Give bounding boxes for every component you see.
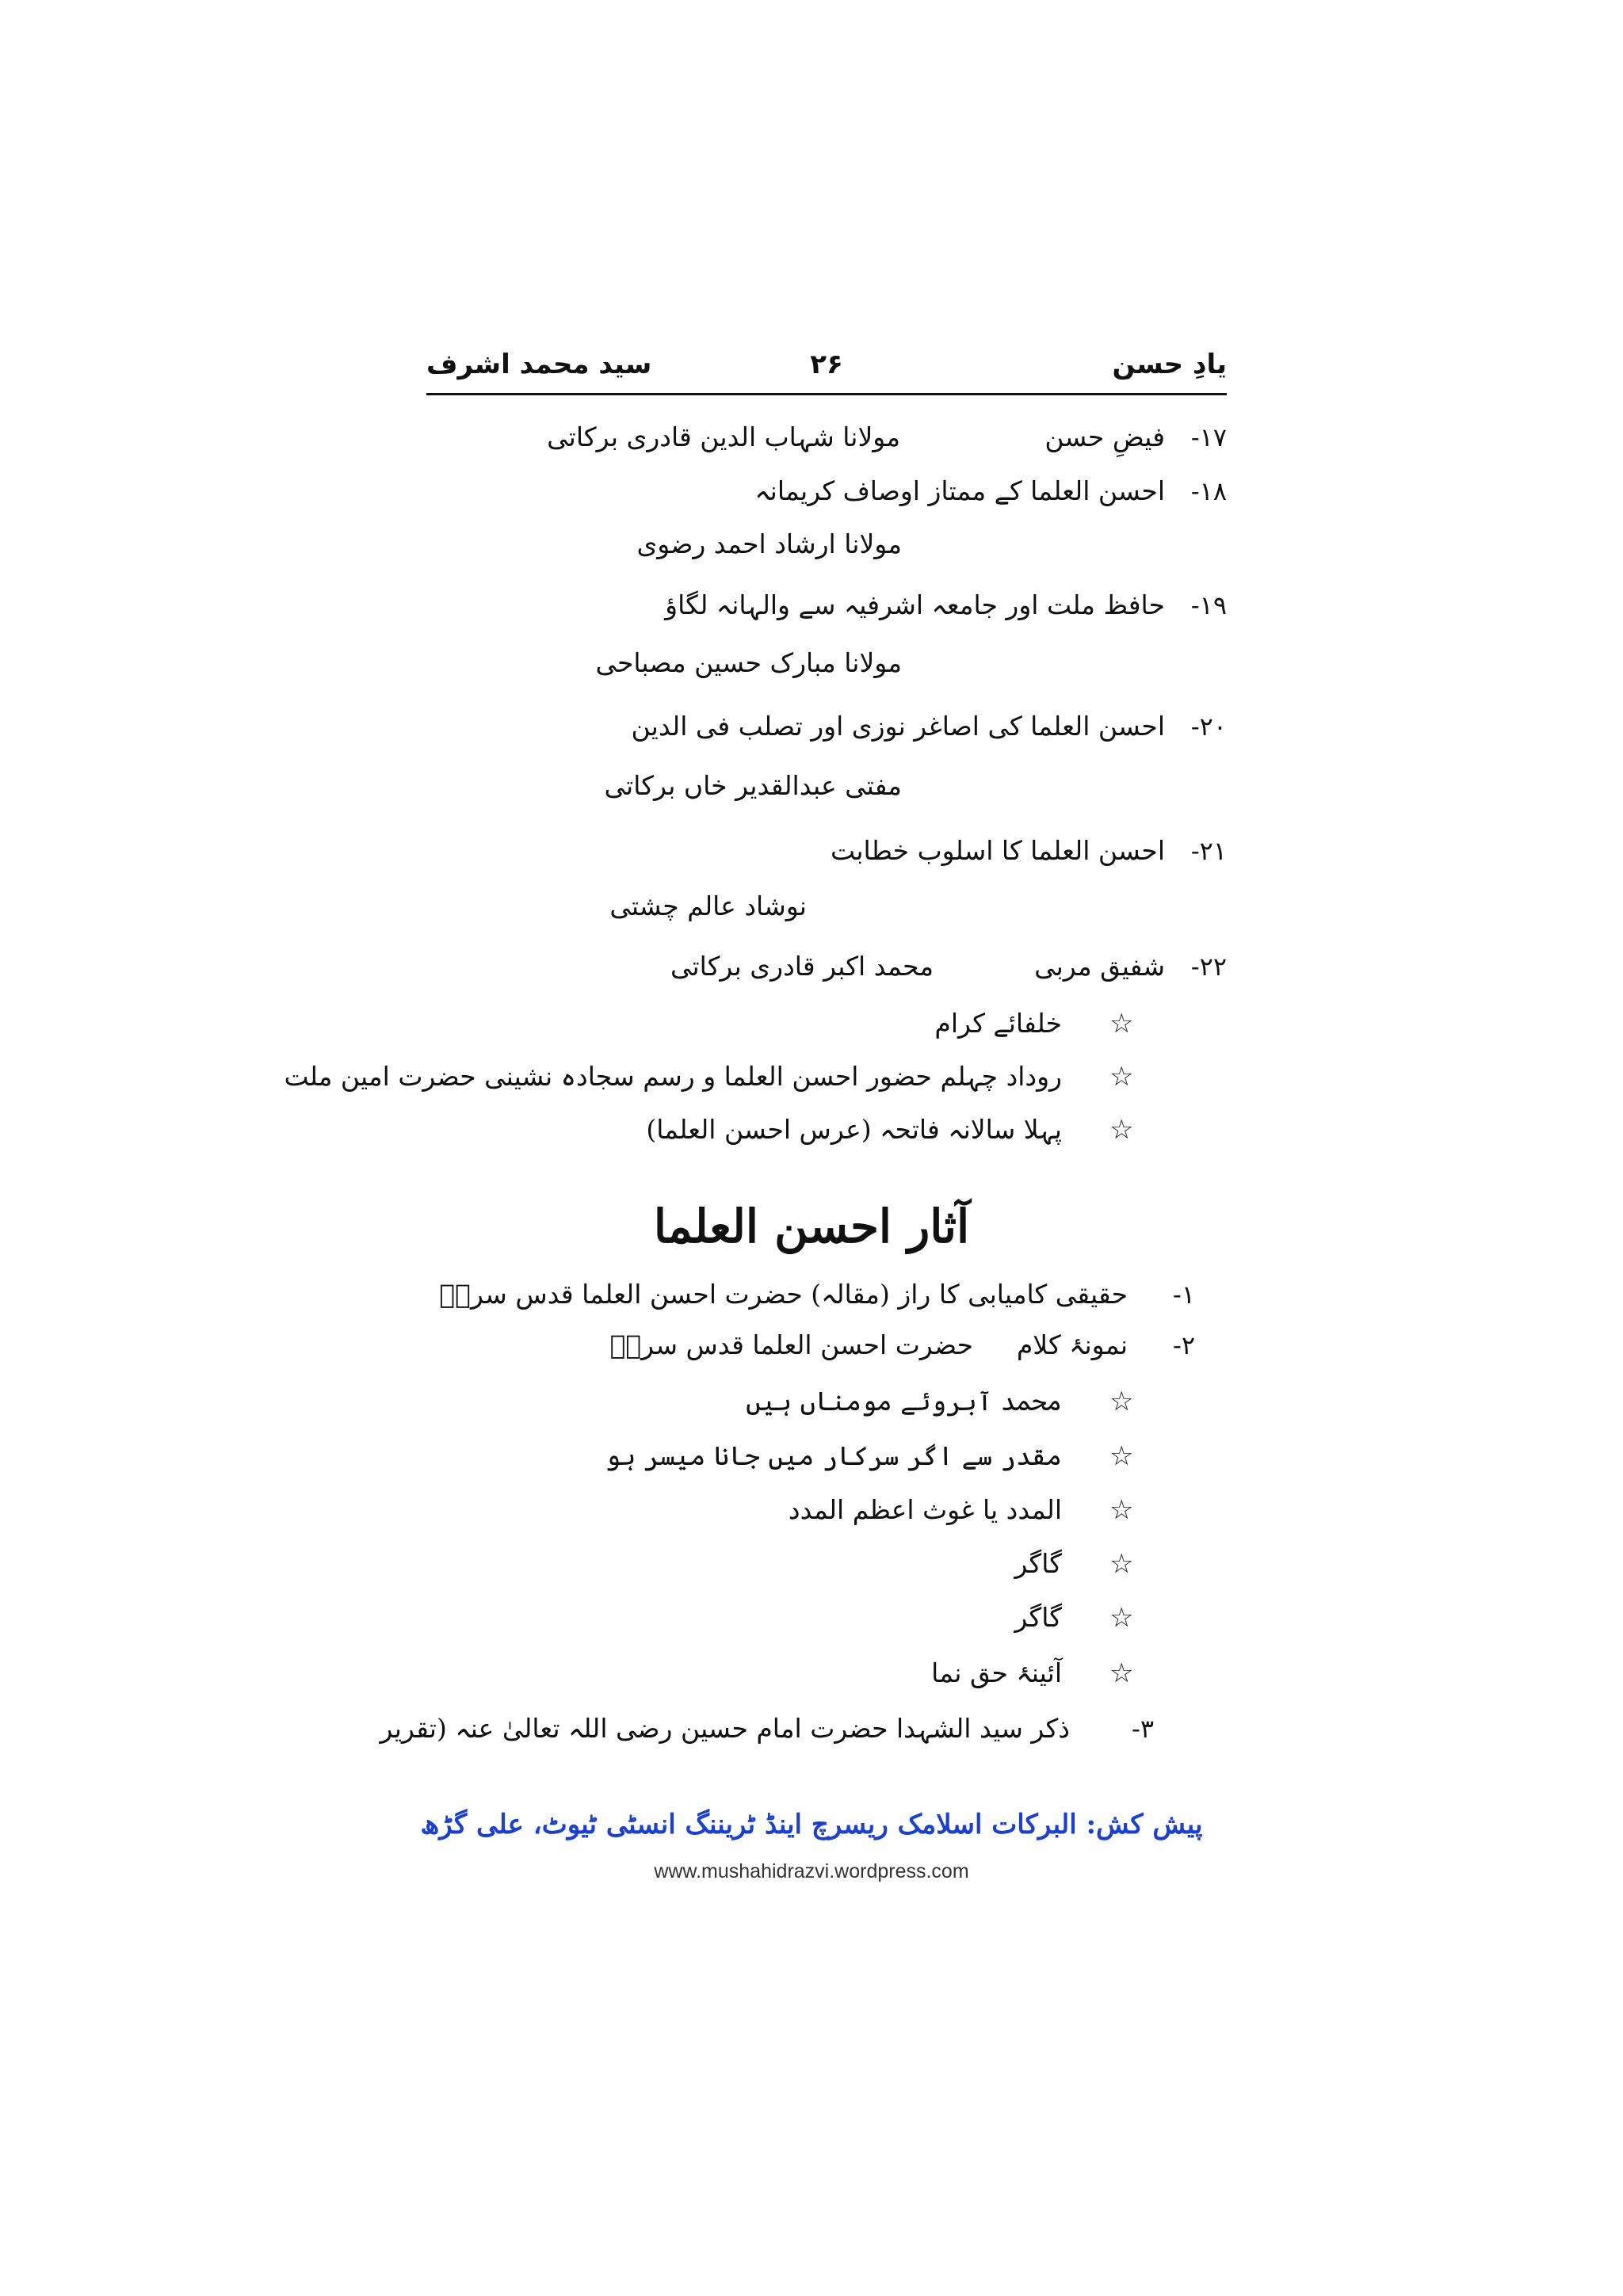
list-item: مقدر سے اگر سرکار میں جانا میسر ہو: [605, 1440, 1062, 1471]
list-item: روداد چہلم حضور احسن العلما و رسم سجادہ نشینی حضرت امین ملت: [284, 1061, 1062, 1092]
item-title: احسن العلما کے ممتاز اوصاف کریمانہ: [754, 475, 1165, 506]
star-bullet-icon: ☆: [1109, 1548, 1134, 1580]
item-title: ذکر سید الشہدا حضرت امام حسین رضی اللہ تعالیٰ عنہ (تقریر: [380, 1713, 1070, 1744]
item-author: مولانا مبارک حسین مصباحی: [595, 647, 902, 678]
item-number: ۲۰-: [1190, 711, 1227, 742]
item-author: مولانا ارشاد احمد رضوی: [636, 528, 902, 559]
list-item: گاگر: [1014, 1602, 1062, 1633]
page-header: [426, 349, 1227, 395]
item-title: حقیقی کامیابی کا راز (مقالہ) حضرت احسن العلما قدس سرہٗ: [439, 1279, 1128, 1310]
item-number: ۲-: [1173, 1330, 1195, 1360]
list-item: پہلا سالانہ فاتحہ (عرس احسن العلما): [646, 1114, 1062, 1145]
item-title: نمونۂ کلام: [1016, 1329, 1128, 1360]
item-number: ۳-: [1132, 1714, 1154, 1744]
item-author: مولانا شہاب الدین قادری برکاتی: [547, 421, 900, 452]
item-number: ۲۲-: [1190, 952, 1227, 982]
star-bullet-icon: ☆: [1109, 1061, 1134, 1093]
star-bullet-icon: ☆: [1109, 1657, 1134, 1689]
publisher-credit: پیش کش: البرکات اسلامک ریسرچ اینڈ ٹریننگ انسٹی ٹیوٹ، علی گڑھ: [420, 1809, 1203, 1840]
star-bullet-icon: ☆: [1109, 1008, 1134, 1039]
item-title: احسن العلما کا اسلوب خطابت: [830, 835, 1165, 866]
item-number: ۲۱-: [1190, 836, 1227, 866]
star-bullet-icon: ☆: [1109, 1114, 1134, 1146]
section-heading: آثار احسن العلما: [653, 1199, 970, 1253]
page-number: ۲۶: [810, 349, 843, 380]
list-item: محمد آبروئے مومناں ہیں: [746, 1386, 1062, 1417]
item-author: نوشاد عالم چشتی: [609, 891, 807, 921]
item-number: ۱-: [1173, 1280, 1195, 1310]
book-title: یادِ حسن: [1112, 349, 1227, 380]
item-title: فیضِ حسن: [1044, 421, 1165, 452]
star-bullet-icon: ☆: [1109, 1386, 1134, 1417]
item-author: مفتی عبدالقدیر خاں برکاتی: [604, 770, 902, 801]
item-title: حافظ ملت اور جامعہ اشرفیہ سے والہانہ لگاؤ: [665, 589, 1165, 620]
website-link[interactable]: www.mushahidrazvi.wordpress.com: [654, 1860, 969, 1882]
star-bullet-icon: ☆: [1109, 1494, 1134, 1526]
item-title: شفیق مربی: [1034, 951, 1165, 982]
star-bullet-icon: ☆: [1109, 1602, 1134, 1634]
header-author: سید محمد اشرف: [426, 349, 652, 380]
item-author: حضرت احسن العلما قدس سرہٗ: [609, 1329, 973, 1360]
list-item: المدد یا غوث اعظم المدد: [788, 1494, 1062, 1525]
item-number: ۱۹-: [1190, 590, 1227, 620]
header-rule: [426, 393, 1227, 395]
list-item: آئینۂ حق نما: [931, 1657, 1062, 1688]
item-author: محمد اکبر قادری برکاتی: [670, 951, 934, 982]
list-item: گاگر: [1014, 1548, 1062, 1579]
item-number: ۱۸-: [1190, 476, 1227, 506]
item-title: احسن العلما کی اصاغر نوزی اور تصلب فی الدین: [631, 711, 1165, 742]
list-item: خلفائے کرام: [934, 1008, 1062, 1039]
item-number: ۱۷-: [1190, 422, 1227, 452]
star-bullet-icon: ☆: [1109, 1440, 1134, 1472]
